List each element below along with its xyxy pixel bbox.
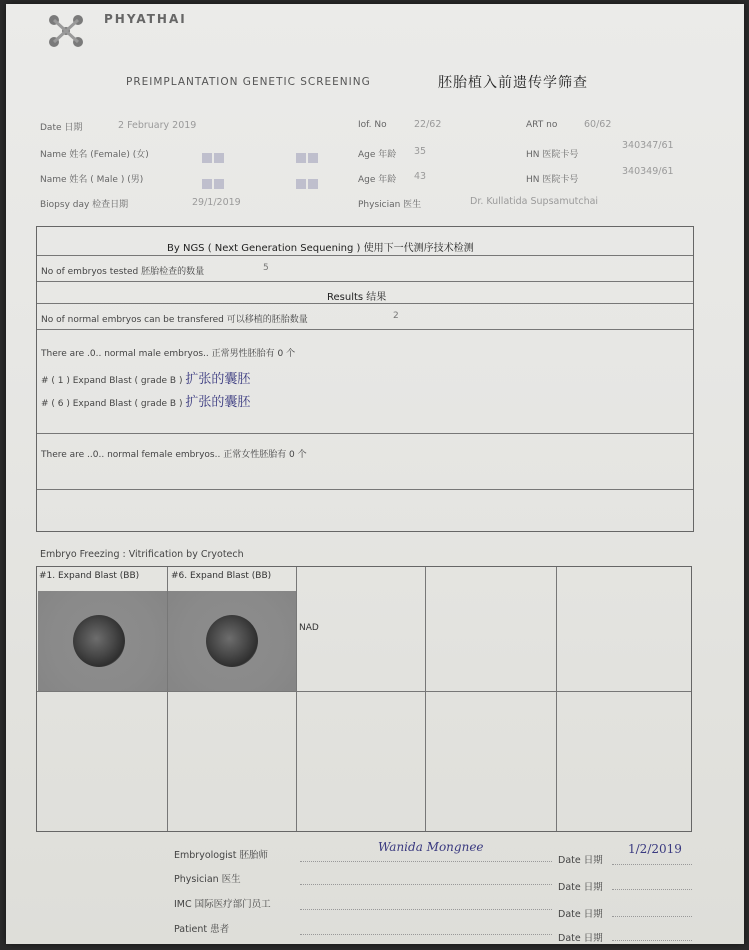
female-embryos-line: There are ..0.. normal female embryos.. 正常女性胚胎有 0 个 [41, 450, 307, 460]
male-item-2: # ( 6 ) Expand Blast ( grade B ) 扩张的囊胚 [41, 395, 251, 410]
physician-date-label: Date 日期 [558, 882, 603, 893]
cell-3-label: NAD [299, 623, 319, 633]
hn-male-value: 340349/61 [622, 166, 674, 177]
embryologist-date-label: Date 日期 [558, 855, 603, 866]
document-title-cn: 胚胎植入前遗传学筛查 [438, 75, 588, 91]
patient-date-label: Date 日期 [558, 933, 603, 944]
redacted-name-male [202, 174, 320, 193]
cell-1-label: #1. Expand Blast (BB) [39, 571, 140, 581]
art-label: ART no [526, 120, 558, 130]
embryo-image-1 [38, 591, 167, 691]
redacted-name-female [202, 148, 320, 167]
cell-2-label: #6. Expand Blast (BB) [171, 571, 272, 581]
freezing-heading: Embryo Freezing : Vitrification by Cryotech [40, 549, 244, 560]
ngs-results-table [36, 226, 694, 532]
ngs-heading: By NGS ( Next Generation Sequening ) 使用下一代测序技术检测 [167, 243, 474, 254]
imc-date-label: Date 日期 [558, 909, 603, 920]
biopsy-value: 29/1/2019 [192, 197, 241, 208]
normal-label: No of normal embryos can be transfered 可以移植的胚胎数量 [41, 315, 308, 325]
biopsy-label: Biopsy day 检查日期 [40, 200, 129, 210]
hn-female-value: 340347/61 [622, 140, 674, 151]
art-value: 60/62 [584, 119, 612, 130]
embryo-2-icon [206, 615, 258, 667]
name-male-label: Name 姓名 ( Male ) (男) [40, 175, 144, 185]
hn-female-label: HN 医院卡号 [526, 150, 579, 160]
phyathai-logo-icon [44, 10, 92, 54]
document-title: PREIMPLANTATION GENETIC SCREENING [126, 76, 371, 88]
freezing-grid [36, 566, 692, 832]
male-embryos-line: There are .0.. normal male embryos.. 正常男性胚胎有 0 个 [41, 349, 296, 359]
embryologist-date-value: 1/2/2019 [628, 842, 682, 856]
document-sheet [6, 4, 744, 944]
male-item-2-handwritten: 扩张的囊胚 [185, 395, 251, 410]
age-male-label: Age 年龄 [358, 175, 397, 185]
imc-label: IMC 国际医疗部门员工 [174, 899, 271, 910]
age-female-value: 35 [414, 146, 427, 157]
results-label: Results 结果 [327, 292, 387, 303]
embryo-1-icon [73, 615, 125, 667]
physician-label: Physician 医生 [358, 200, 422, 210]
iof-label: Iof. No [358, 120, 387, 130]
date-label: Date 日期 [40, 123, 83, 133]
tested-value: 5 [263, 263, 269, 273]
patient-label: Patient 患者 [174, 924, 230, 935]
age-male-value: 43 [414, 171, 427, 182]
iof-value: 22/62 [414, 119, 442, 130]
embryologist-label: Embryologist 胚胎师 [174, 850, 268, 861]
male-item-1-handwritten: 扩张的囊胚 [185, 372, 251, 387]
male-item-1: # ( 1 ) Expand Blast ( grade B ) 扩张的囊胚 [41, 372, 251, 387]
embryologist-signature: Wanida Mongnee [378, 840, 484, 854]
physician-value: Dr. Kullatida Supsamutchai [470, 196, 599, 207]
tested-label: No of embryos tested 胚胎检查的数量 [41, 267, 205, 277]
name-female-label: Name 姓名 (Female) (女) [40, 150, 149, 160]
age-female-label: Age 年龄 [358, 150, 397, 160]
date-value: 2 February 2019 [118, 120, 197, 131]
brand-name: PHYATHAI [104, 12, 187, 26]
embryo-image-2 [168, 591, 296, 691]
hn-male-label: HN 医院卡号 [526, 175, 579, 185]
normal-value: 2 [393, 311, 399, 321]
sig-physician-label: Physician 医生 [174, 874, 241, 885]
